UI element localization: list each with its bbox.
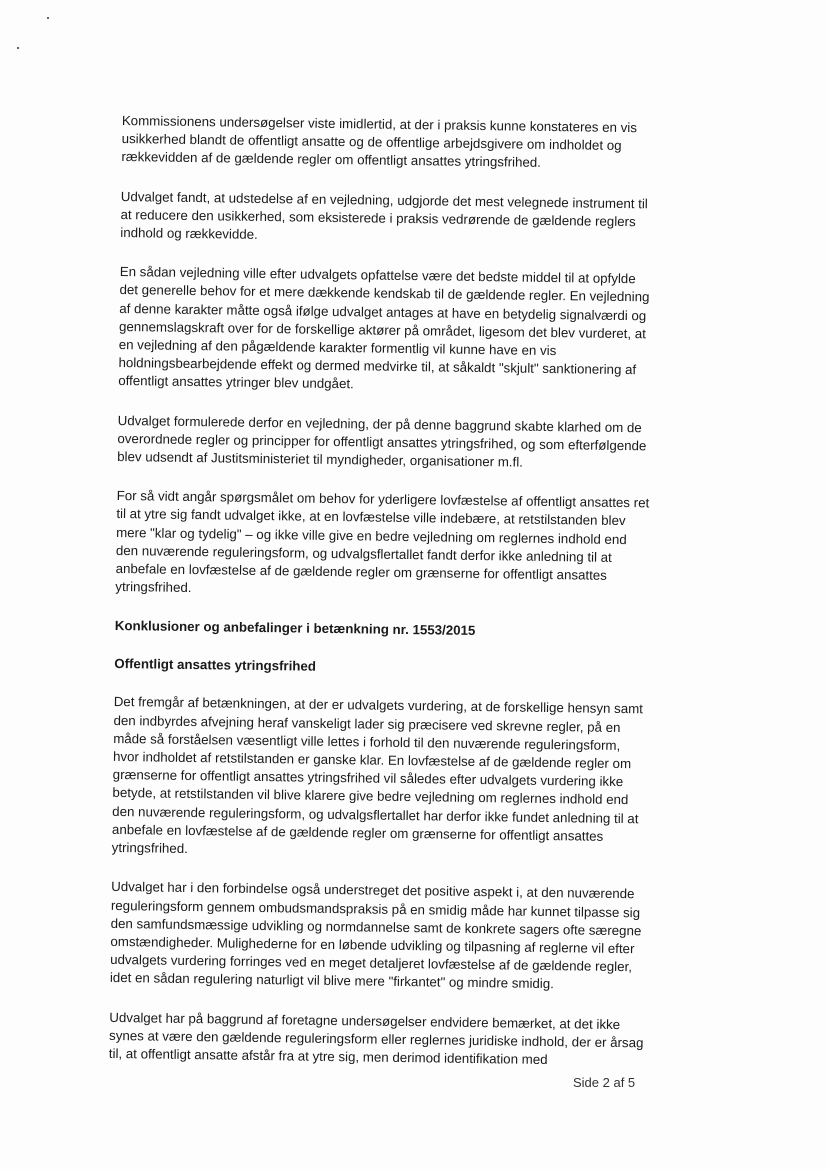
paragraph: En sådan vejledning ville efter udvalgets opfattelse være det bedste middel til at opfylde det generelle behov for et mere dækkende kendskab til de gældende regler. En vejledning af denne karakter måtte også ifølge udvalget antages at have en betydelig signalværdi og gennemslagskraft over for de forskellige aktører på området, ligesom det blev vurderet, at en vejledning af den pågældende karakter formentlig vil kunne have en vis holdningsbearbejdende effekt og dermed medvirke til, at såkaldt "skjult" sanktionering af offentligt ansattes ytringer blev undgået. <box>118 264 650 392</box>
scan-speck <box>47 17 49 19</box>
paragraph: Kommissionens undersøgelser viste imidlertid, at der i praksis kunne konstateres en vis usikkerhed blandt de offentligt ansatte og de offentlige arbejdsgivere om indholdet og rækkevidden af de gældende regler om offentligt ansattes ytringsfrihed. <box>121 112 638 171</box>
page-number: Side 2 af 5 <box>573 1075 636 1090</box>
scan-speck <box>17 47 19 49</box>
paragraph: Udvalget har på baggrund af foretagne undersøgelser endvidere bemærket, at det ikke synes at være den gældende reguleringsform eller reglernes juridiske indhold, der er årsag til, at offentligt ansatte afstår fra at ytre sig, men derimod identifikation med <box>108 1009 644 1067</box>
document-body <box>108 112 658 1092</box>
paragraph: Udvalget formulerede derfor en vejledning, der på denne baggrund skabte klarhed om de overordnede regler og principper for offentligt ansattes ytringsfrihed, og som efterfølgende blev udsendt af Justitsministeriet til myndigheder, organisationer m.fl. <box>117 412 647 470</box>
paragraph: For så vidt angår spørgsmålet om behov for yderligere lovfæstelse af offentligt ansattes ret til at ytre sig fandt udvalget ikke, at en lovfæstelse ville indebære, at retstilstanden blev mere "klar og tydelig" – og ikke ville give en bedre vejledning om reglernes indhold end den nuværende reguleringsform, og udvalgsflertallet fandt derfor ikke anledning til at anbefale en lovfæstelse af de gældende regler om grænserne for offentligt ansattes ytringsfrihed. <box>115 488 650 596</box>
paragraph: Udvalget fandt, at udstedelse af en vejledning, udgjorde det mest velegnede instrument til at reducere den usikkerhed, som eksisterede i praksis vedrørende de gældende reglers indhold og rækkevidde. <box>120 188 648 242</box>
paragraph: Udvalget har i den forbindelse også understreget det positive aspekt i, at den nuværende reguleringsform gennem ombudsmandspraksis på en smidig måde har kunnet tilpasse sig den samfundsmæssige udvikling og normdannelse samt de konkrete sagers ofte særegne omstændigheder. Mulighederne for en løbende udvikling og tilpasning af reglerne vil efter udvalgets vurdering forringes ved en meget detaljeret lovfæstelse af de gældende regler, idet en sådan regulering naturligt vil blive mere "firkantet" og mindre smidig. <box>109 879 642 992</box>
section-heading: Konklusioner og anbefalinger i betænkning nr. 1553/2015 <box>114 618 476 639</box>
paragraph: Det fremgår af betænkningen, at der er udvalgets vurdering, at de forskellige hensyn samt den indbyrdes afvejning heraf vanskeligt lader sig præcisere ved skrevne regler, på en måde så forståelsen væsentligt ville lettes i forhold til den nuværende reguleringsform, hvor indholdet af retstilstanden er ganske klar. En lovfæstelse af de gældende regler om grænserne for offentligt ansattes ytringsfrihed vil således efter udvalgets vurdering ikke betyde, at retstilstanden vil blive klarere give bedre vejledning om reglernes indhold end den nuværende reguleringsform, og udvalgsflertallet har derfor ikke fundet anledning til at anbefale en lovfæstelse af de gældende regler om grænserne for offentligt ansattes ytringsfrihed. <box>111 694 644 857</box>
subsection-heading: Offentligt ansattes ytringsfrihed <box>114 656 317 675</box>
